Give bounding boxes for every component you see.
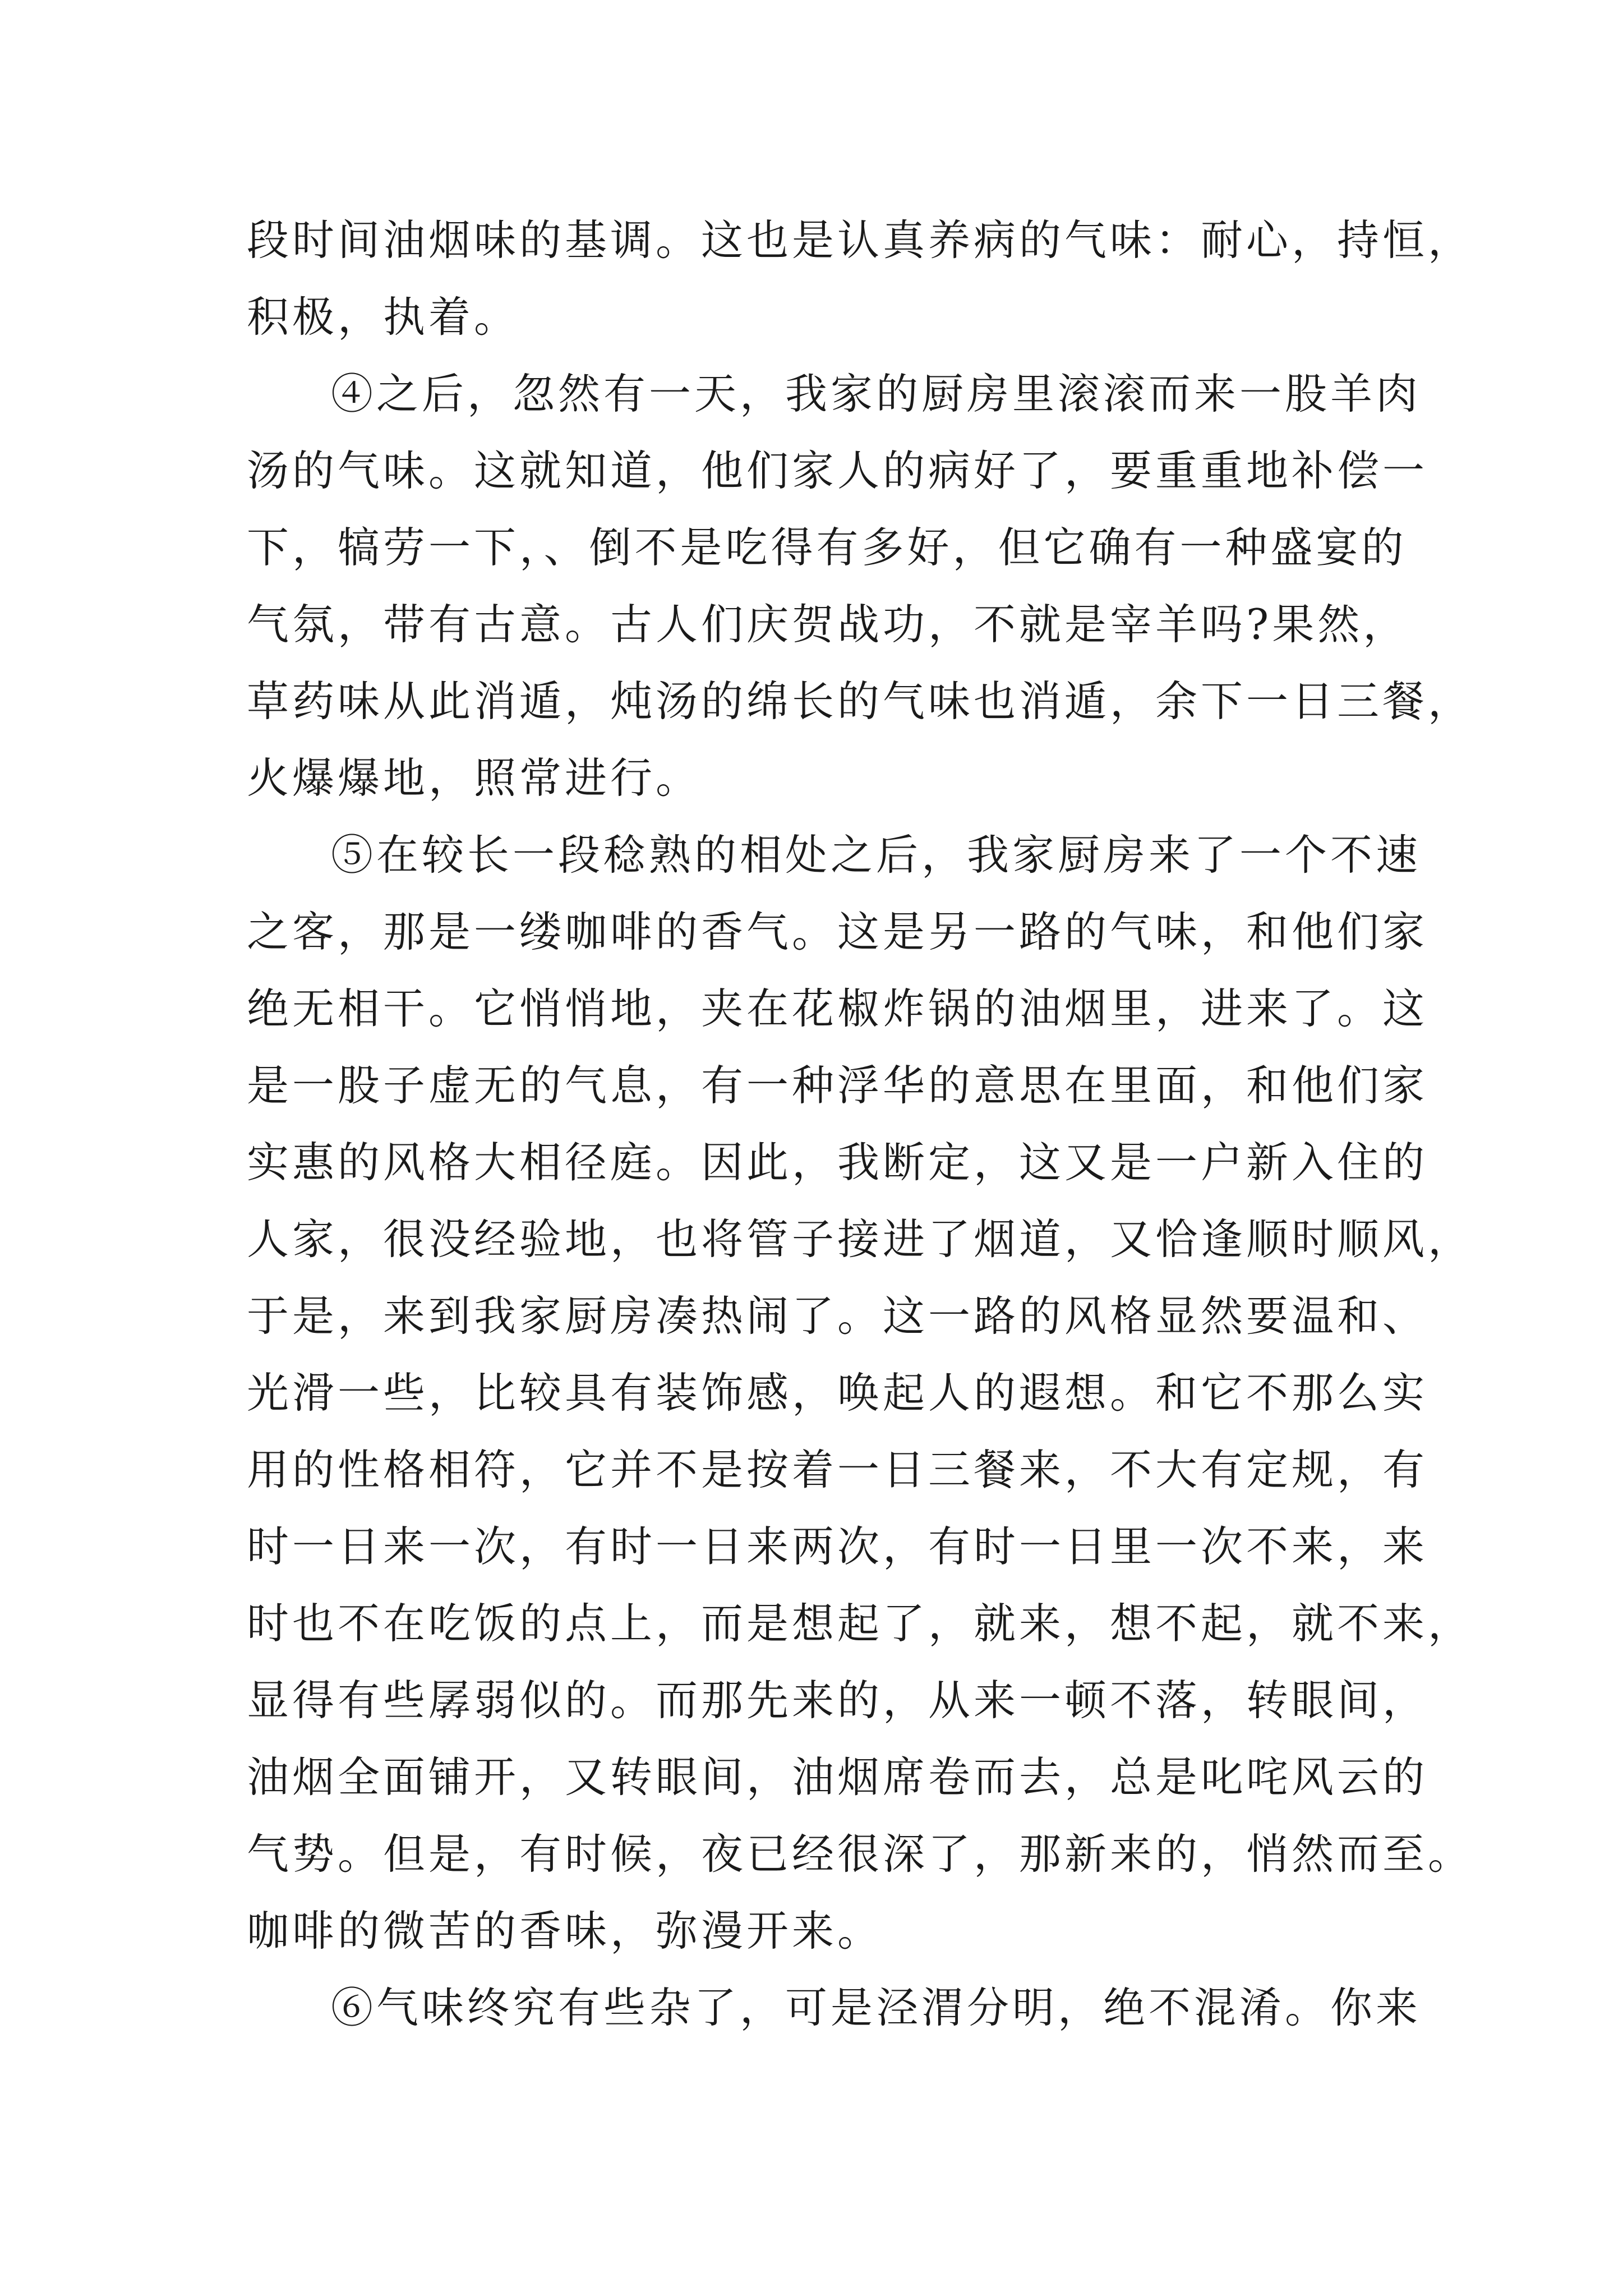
text-line: 气势。但是，有时候，夜已经很深了，那新来的，悄然而至。 [247, 1829, 1474, 1879]
text-line: 段时间油烟味的基调。这也是认真养病的气味：耐心，持恒， [247, 215, 1474, 265]
text-line: ④之后，忽然有一天，我家的厨房里滚滚而来一股羊肉 [331, 369, 1422, 418]
text-line: 油烟全面铺开，又转眼间，油烟席卷而去，总是叱咤风云的 [247, 1752, 1428, 1802]
text-line: 之客，那是一缕咖啡的香气。这是另一路的气味，和他们家 [247, 907, 1428, 956]
text-line: 绝无相干。它悄悄地，夹在花椒炸锅的油烟里，进来了。这 [247, 984, 1428, 1033]
text-line: 于是，来到我家厨房凑热闹了。这一路的风格显然要温和、 [247, 1291, 1428, 1341]
text-line: 咖啡的微苦的香味，弥漫开来。 [247, 1906, 883, 1955]
text-line: 显得有些孱弱似的。而那先来的，从来一顿不落，转眼间， [247, 1676, 1428, 1725]
text-line: ⑥气味终究有些杂了，可是泾渭分明，绝不混淆。你来 [331, 1983, 1422, 2032]
text-line: 实惠的风格大相径庭。因此，我断定，这又是一户新入住的 [247, 1138, 1428, 1187]
text-line: 用的性格相符，它并不是按着一日三餐来，不大有定规，有 [247, 1445, 1428, 1494]
text-line: 下，犒劳一下，、倒不是吃得有多好，但它确有一种盛宴的 [247, 523, 1407, 572]
body-text [247, 202, 1474, 2046]
text-line: 积极，执着。 [247, 292, 520, 342]
text-line: 时也不在吃饭的点上，而是想起了，就来，想不起，就不来， [247, 1599, 1474, 1648]
text-line: 是一股子虚无的气息，有一种浮华的意思在里面，和他们家 [247, 1061, 1428, 1110]
text-line: ⑤在较长一段稔熟的相处之后，我家厨房来了一个不速 [331, 830, 1422, 880]
text-line: 汤的气味。这就知道，他们家人的病好了，要重重地补偿一 [247, 446, 1428, 495]
text-line: 草药味从此消遁，炖汤的绵长的气味也消遁，余下一日三餐， [247, 677, 1474, 726]
text-line: 时一日来一次，有时一日来两次，有时一日里一次不来，来 [247, 1522, 1428, 1571]
text-line: 光滑一些，比较具有装饰感，唤起人的遐想。和它不那么实 [247, 1368, 1428, 1418]
text-line: 气氛，带有古意。古人们庆贺战功，不就是宰羊吗?果然， [247, 600, 1409, 649]
text-line: 人家，很没经验地，也将管子接进了烟道，又恰逢顺时顺风， [247, 1214, 1474, 1264]
text-line: 火爆爆地，照常进行。 [247, 753, 702, 803]
